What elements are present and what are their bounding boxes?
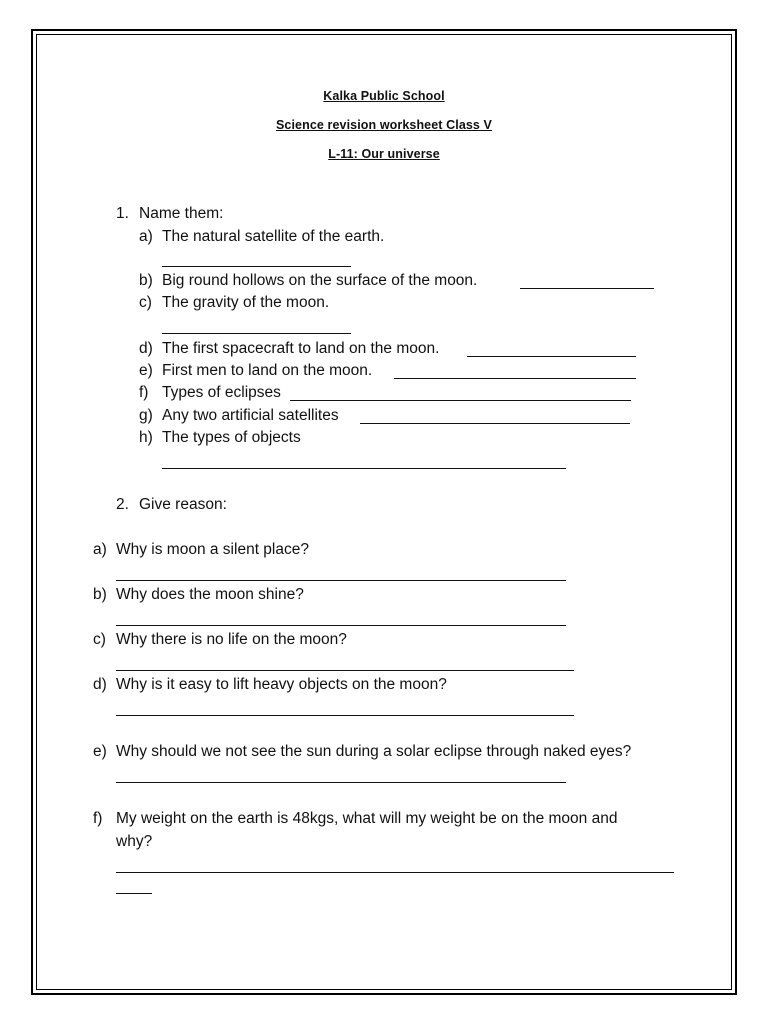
q1-e-text: First men to land on the moon. xyxy=(162,362,373,379)
school-name: Kalka Public School xyxy=(323,89,445,103)
q1-g-answer-line[interactable] xyxy=(360,423,630,424)
q1-c-answer-line[interactable] xyxy=(162,333,351,334)
q2-c-answer-line[interactable] xyxy=(116,670,574,671)
q1-h-answer-line[interactable] xyxy=(162,468,566,469)
q1-h-marker: h) xyxy=(139,429,153,446)
q1-b-text: Big round hollows on the surface of the moon. xyxy=(162,272,478,289)
q1-a-text: The natural satellite of the earth. xyxy=(162,228,385,245)
q1-b-answer-line[interactable] xyxy=(520,288,654,289)
q1-g-text: Any two artificial satellites xyxy=(162,407,339,424)
q2-f-answer-line-2[interactable] xyxy=(116,893,152,894)
q1-f-text: Types of eclipses xyxy=(162,384,281,401)
q1-d-marker: d) xyxy=(139,340,153,357)
q2-f-marker: f) xyxy=(93,810,103,827)
q2-c-marker: c) xyxy=(93,631,106,648)
q1-d-answer-line[interactable] xyxy=(467,356,636,357)
q1-a-answer-line[interactable] xyxy=(162,266,351,267)
q2-number: 2. xyxy=(116,496,129,513)
q2-e-marker: e) xyxy=(93,743,107,760)
q1-g-marker: g) xyxy=(139,407,153,424)
q2-f-text: My weight on the earth is 48kgs, what will my weight be on the moon and xyxy=(116,810,618,827)
q2-d-marker: d) xyxy=(93,676,107,693)
q2-c-text: Why there is no life on the moon? xyxy=(116,631,347,648)
q1-b-marker: b) xyxy=(139,272,153,289)
q2-a-marker: a) xyxy=(93,541,107,558)
lesson-title: L-11: Our universe xyxy=(328,147,440,161)
q1-e-marker: e) xyxy=(139,362,153,379)
q2-d-answer-line[interactable] xyxy=(116,715,574,716)
q2-a-answer-line[interactable] xyxy=(116,580,566,581)
worksheet-title: Science revision worksheet Class V xyxy=(275,118,492,132)
q2-e-text: Why should we not see the sun during a solar eclipse through naked eyes? xyxy=(116,743,632,760)
q2-prompt: Give reason: xyxy=(139,496,227,513)
q2-a-text: Why is moon a silent place? xyxy=(116,541,309,558)
q2-b-marker: b) xyxy=(93,586,107,603)
q2-d-text: Why is it easy to lift heavy objects on the moon? xyxy=(116,676,447,693)
q1-d-text: The first spacecraft to land on the moon. xyxy=(162,340,440,357)
q1-f-marker: f) xyxy=(139,384,149,401)
q1-c-marker: c) xyxy=(139,294,152,311)
q1-prompt: Name them: xyxy=(139,205,224,222)
q2-b-answer-line[interactable] xyxy=(116,625,566,626)
q2-f-answer-line-1[interactable] xyxy=(116,872,674,873)
q1-f-answer-line[interactable] xyxy=(290,400,631,401)
q2-f-text-cont: why? xyxy=(116,833,153,850)
q1-number: 1. xyxy=(116,205,129,222)
q2-b-text: Why does the moon shine? xyxy=(116,586,304,603)
q1-e-answer-line[interactable] xyxy=(394,378,636,379)
q1-c-text: The gravity of the moon. xyxy=(162,294,330,311)
q1-a-marker: a) xyxy=(139,228,153,245)
q2-e-answer-line[interactable] xyxy=(116,782,566,783)
q1-h-text: The types of objects xyxy=(162,429,301,446)
